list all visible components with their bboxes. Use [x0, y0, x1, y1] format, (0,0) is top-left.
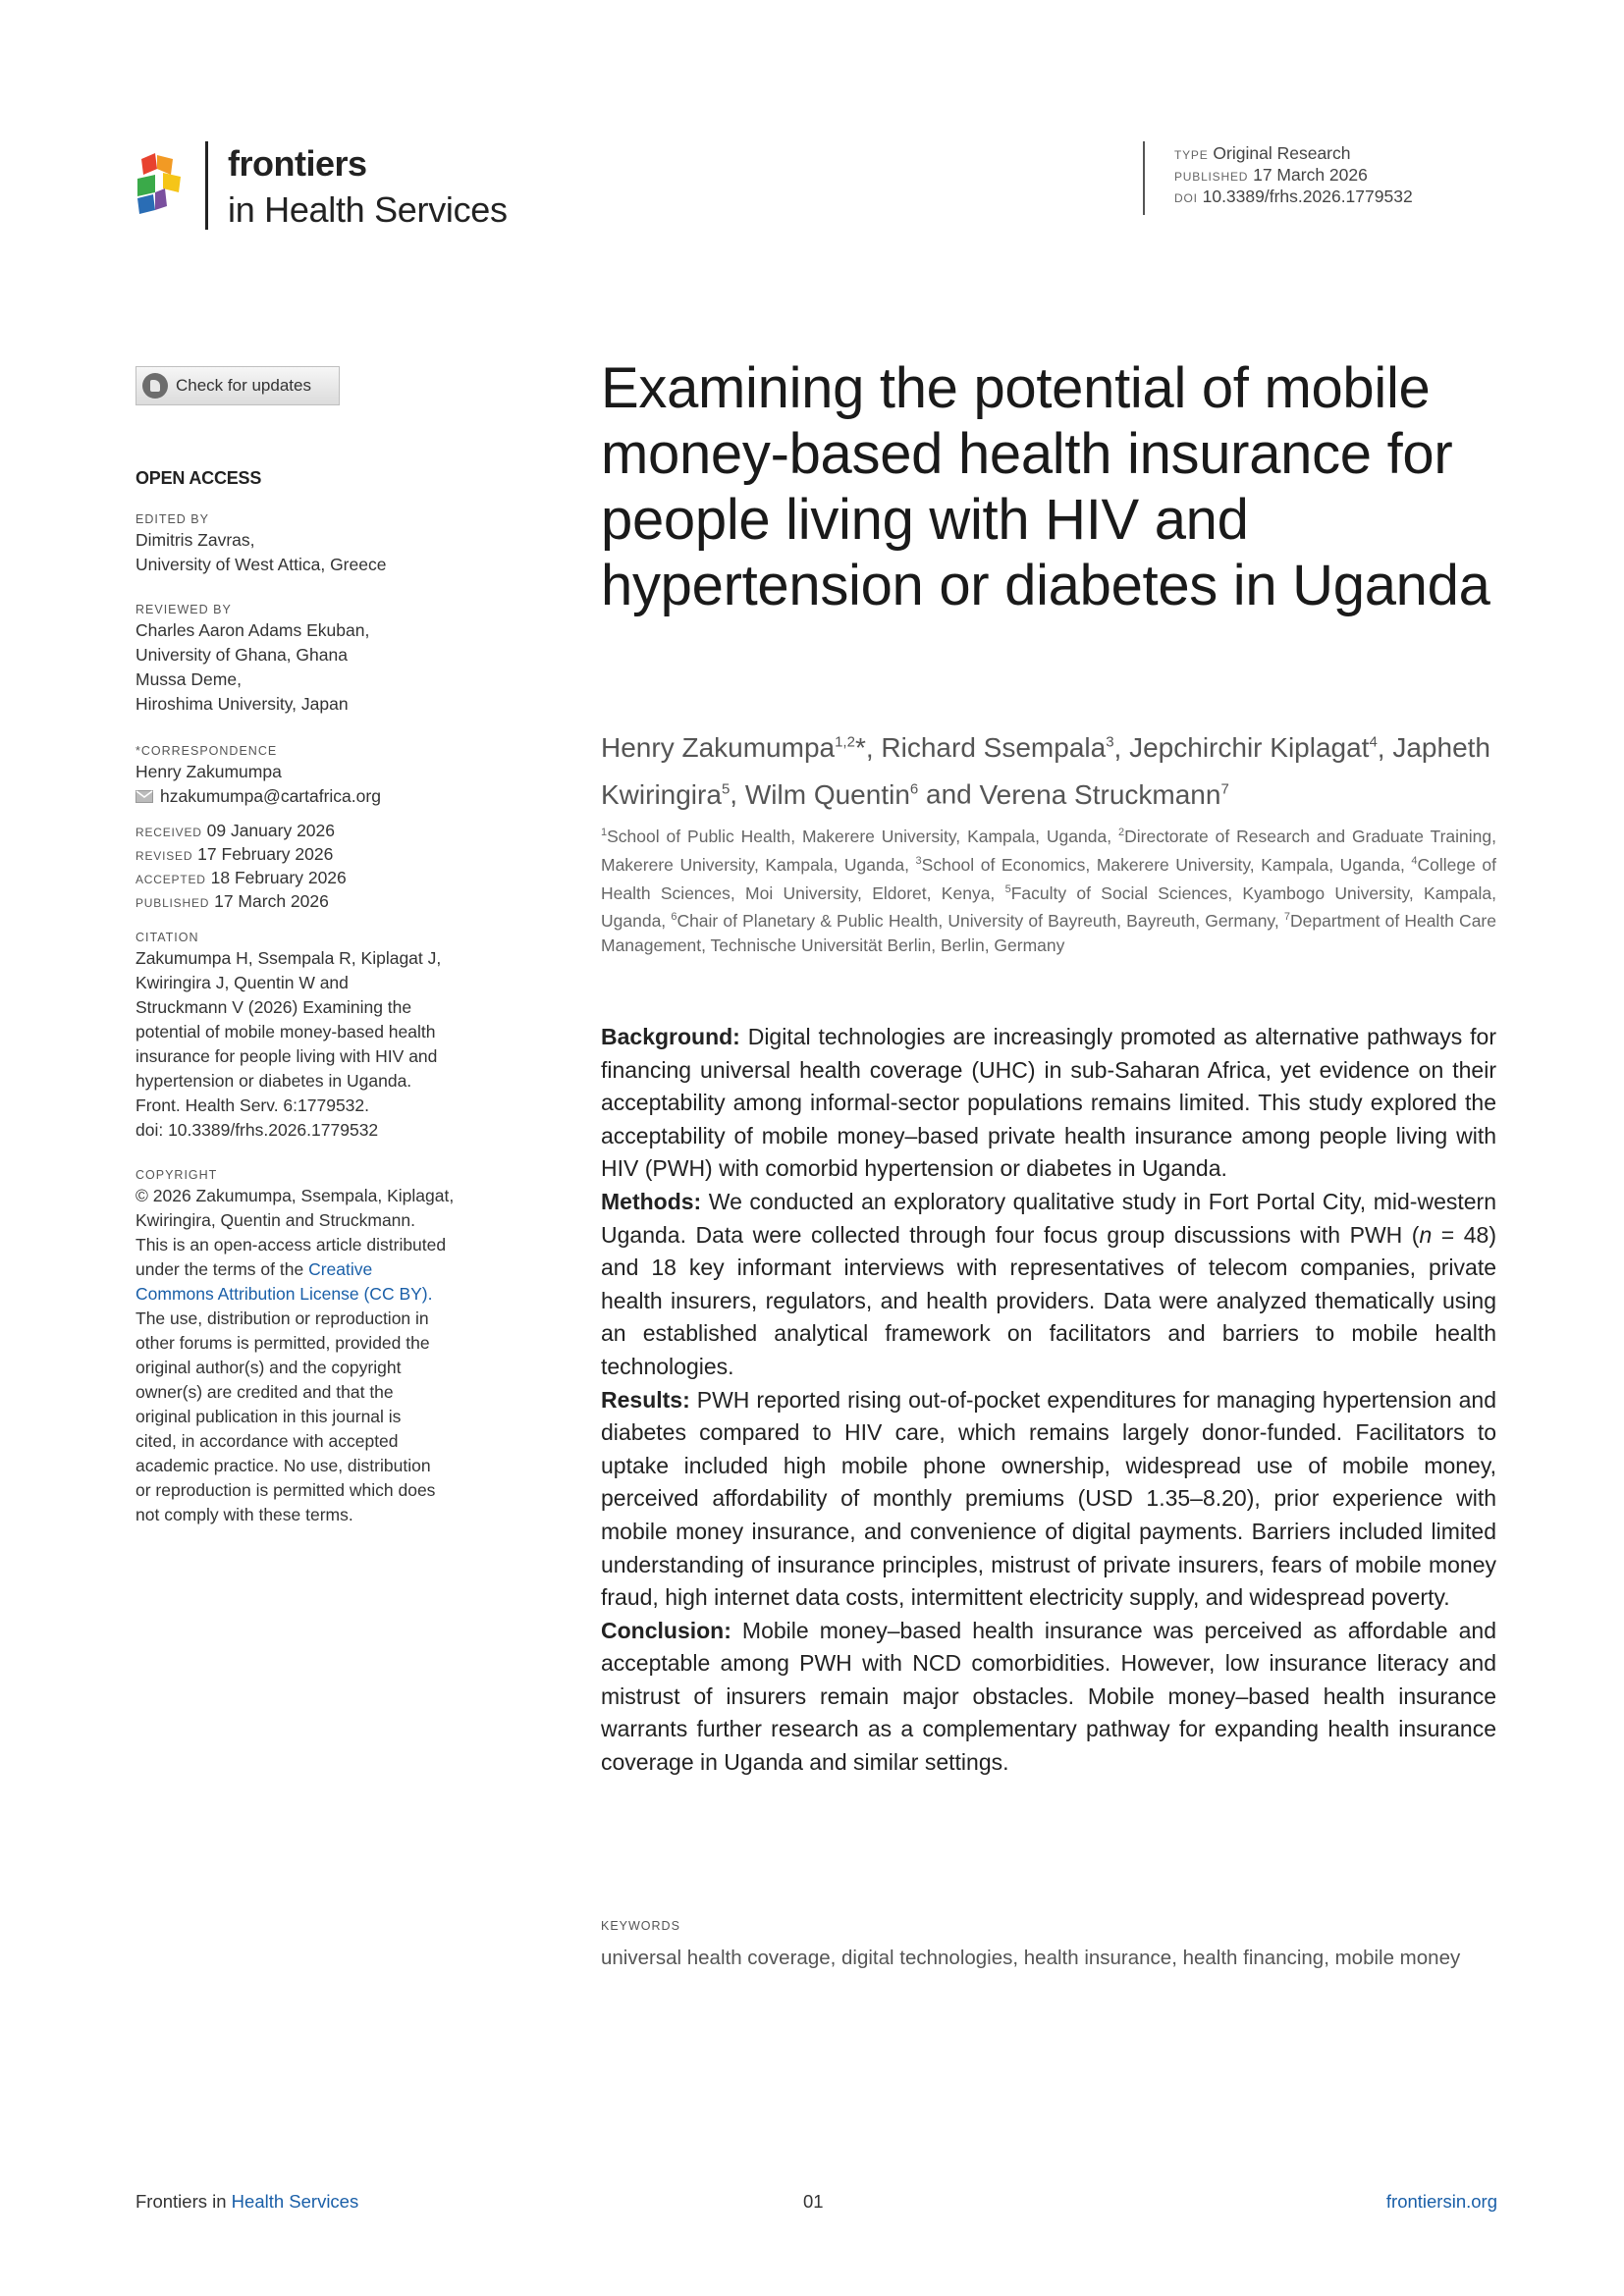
citation-line: potential of mobile money-based health: [135, 1022, 436, 1041]
copyright-line: Kwiringira, Quentin and Struckmann.: [135, 1210, 415, 1230]
abstract-conclusion: Conclusion: Mobile money–based health insurance was perceived as affordable and acceptable among PWH with NCD comorbidities. However, low insurance literacy and mistrust of insurers remain major obstacles. Mobile money–based health insurance warrants further research as a complementary pathway for expanding health insurance coverage in Uganda and similar settings.: [601, 1617, 1496, 1776]
copyright-section: COPYRIGHT © 2026 Zakumumpa, Ssempala, Kiplagat, Kwiringira, Quentin and Struckmann. This is an open-access article distributed under the terms of the Creative Commons Attribution License (CC BY). The use, distribution or reproduction in other forums is permitted, provided the original author(s) and the copyright owner(s) are credited and that the original publication in this journal is cited, in accordance with accepted academic practice. No use, distribution or reproduction is permitted which does not comply with these terms.: [135, 1166, 501, 1527]
citation-line: Kwiringira J, Quentin W and: [135, 973, 349, 992]
citation-line: insurance for people living with HIV and: [135, 1046, 438, 1066]
abstract-results: Results: PWH reported rising out-of-pocket expenditures for managing hypertension and diabetes compared to HIV care, which remains largely donor-funded. Facilitators to uptake included high mobile phone ownership, widespread use of mobile money, perceived affordability of monthly premiums (USD 1.35–8.20), prior experience with mobile money insurance, and convenience of digital payments. Barriers included limited understanding of insurance principles, mistrust of private insurers, fears of mobile money fraud, high internet data costs, intermittent electricity supply, and widespread poverty.: [601, 1386, 1496, 1611]
copyright-line: The use, distribution or reproduction in: [135, 1308, 429, 1328]
keywords-label: KEYWORDS: [601, 1919, 680, 1933]
dates-section: RECEIVED 09 January 2026 REVISED 17 February 2026 ACCEPTED 18 February 2026 PUBLISHED 17 March 2026: [135, 821, 347, 911]
copyright-line: original author(s) and the copyright: [135, 1358, 402, 1377]
citation-line: doi: 10.3389/frhs.2026.1779532: [135, 1120, 379, 1140]
copyright-line: owner(s) are credited and that the: [135, 1382, 394, 1402]
page-number: 01: [803, 2191, 824, 2212]
citation-line: hypertension or diabetes in Uganda.: [135, 1071, 412, 1091]
article-title: Examining the potential of mobile money-based health insurance for people living with HIV and hypertension or diabetes in Uganda: [601, 356, 1490, 617]
author[interactable]: Jepchirchir Kiplagat$^4$: [1129, 732, 1378, 764]
logo-divider: [205, 141, 208, 230]
article-type: TYPE Original Research: [1174, 143, 1351, 163]
footer-site-link[interactable]: frontiersin.org: [1385, 2191, 1497, 2212]
correspondence-section: *CORRESPONDENCE Henry Zakumumpa hzakumumpa@cartafrica.org: [135, 742, 501, 809]
affiliations: $^1$School of Public Health, Makerere University, Kampala, Uganda, $^2$Directorate of Research and Graduate Training, Makerere University, Kampala, Uganda, $^3$School of Economics, Makerere University, Kampala, Uganda, $^4$College of Health Sciences, Moi University, Eldoret, Kenya, $^5$Faculty of Social Sciences, Kyambogo University, Kampala, Uganda, $^6$Chair of Planetary & Public Health, University of Bayreuth, Bayreuth, Germany, $^7$Department of Health Care Management, Technische Universität Berlin, Berlin, Germany: [601, 826, 1496, 956]
footer-journal: Frontiers in Health Services: [135, 2191, 359, 2212]
reviewed-by-section: REVIEWED BY Charles Aaron Adams Ekuban, University of Ghana, Ghana Mussa Deme, Hiroshima University, Japan: [135, 603, 370, 714]
email-icon: [135, 790, 153, 803]
journal-name[interactable]: in Health Services: [228, 189, 508, 230]
copyright-line: or reproduction is permitted which does: [135, 1480, 436, 1500]
meta-divider: [1143, 141, 1145, 215]
author[interactable]: Wilm Quentin$^6$: [744, 778, 919, 810]
author[interactable]: Henry Zakumumpa$^{1,2}$*: [601, 732, 866, 764]
edited-by-section: EDITED BY Dimitris Zavras, University of West Attica, Greece: [135, 512, 387, 574]
copyright-line: cited, in accordance with accepted: [135, 1431, 399, 1451]
copyright-line: original publication in this journal is: [135, 1407, 402, 1426]
published-date: PUBLISHED 17 March 2026: [1174, 165, 1368, 185]
copyright-line: academic practice. No use, distribution: [135, 1456, 431, 1475]
author-list: Henry Zakumumpa$^{1,2}$*, Richard Ssempala$^3$, Jepchirchir Kiplagat$^4$, Japheth Kwiringira$^5$, Wilm Quentin$^6$ and Verena Struckmann$^7$: [601, 732, 1490, 810]
author[interactable]: Richard Ssempala$^3$: [881, 732, 1114, 764]
abstract-background: Background: Digital technologies are increasingly promoted as alternative pathways for financing universal health coverage (UHC) in sub-Saharan Africa, yet evidence on their acceptability among informal-sector populations remains limited. This study explored the acceptability of mobile money–based private health insurance among people living with HIV (PWH) with comorbid hypertension or diabetes in Uganda.: [601, 1024, 1496, 1182]
citation-line: Front. Health Serv. 6:1779532.: [135, 1095, 370, 1115]
update-icon: [142, 373, 168, 399]
doi: DOI 10.3389/frhs.2026.1779532: [1174, 187, 1413, 206]
keywords: universal health coverage, digital technologies, health insurance, health financing, mobile money: [601, 1947, 1461, 1969]
copyright-line: not comply with these terms.: [135, 1505, 353, 1524]
footer-journal-link[interactable]: Health Services: [231, 2191, 359, 2212]
frontiers-logo-icon: [134, 149, 185, 216]
cc-license-link[interactable]: Creative: [308, 1259, 373, 1279]
author[interactable]: Verena Struckmann$^7$: [979, 778, 1229, 810]
abstract: [601, 1021, 1496, 1780]
citation-line: Zakumumpa H, Ssempala R, Kiplagat J,: [135, 948, 442, 968]
citation-section: CITATION Zakumumpa H, Ssempala R, Kiplagat J, Kwiringira J, Quentin W and Struckmann V (2026) Examining the potential of mobile money-based health insurance for people living with HIV and hypertension or diabetes in Uganda. Front. Health Serv. 6:1779532. doi: 10.3389/frhs.2026.1779532: [135, 929, 501, 1143]
open-access-label: OPEN ACCESS: [135, 468, 262, 488]
abstract-methods: Methods: We conducted an exploratory qualitative study in Fort Portal City, mid-western Uganda. Data were collected through four focus group discussions with PWH (n = 48) and 18 key informant interviews with representatives of telecom companies, private health insurers, regulators, and health providers. Data were analyzed thematically using an established analytical framework on facilitators and barriers to mobile health technologies.: [601, 1188, 1496, 1379]
cc-license-link-continued[interactable]: Commons Attribution License (CC BY).: [135, 1284, 433, 1304]
citation-line: Struckmann V (2026) Examining the: [135, 997, 412, 1017]
copyright-line: other forums is permitted, provided the: [135, 1333, 430, 1353]
author[interactable]: Japheth Kwiringira$^5$: [601, 732, 1490, 810]
copyright-line: This is an open-access article distributed: [135, 1235, 447, 1255]
correspondence-email[interactable]: hzakumumpa@cartafrica.org: [160, 786, 381, 806]
copyright-line: © 2026 Zakumumpa, Ssempala, Kiplagat,: [135, 1186, 455, 1205]
check-for-updates-button[interactable]: Check for updates: [135, 366, 340, 405]
brand-name[interactable]: frontiers: [228, 143, 367, 184]
